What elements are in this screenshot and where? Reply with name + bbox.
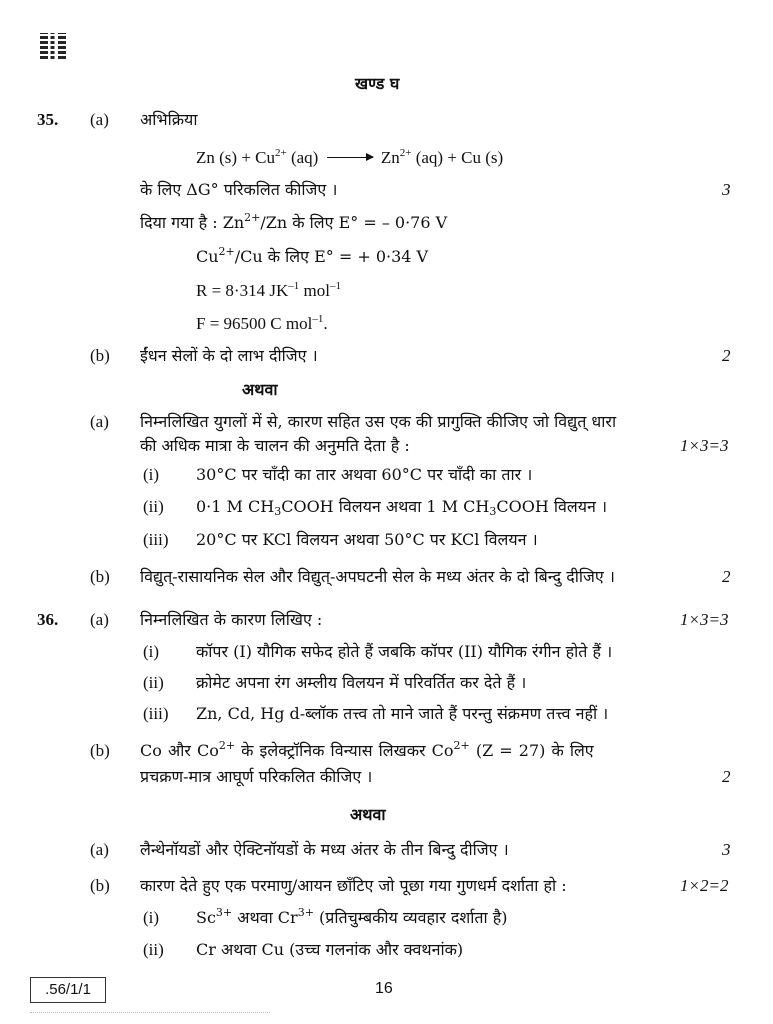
reaction-lhs-sup: 2+ — [275, 147, 287, 159]
q35-calc-line: के लिए ΔG° परिकलित कीजिए । — [140, 180, 338, 199]
alt-item-text — [196, 908, 507, 928]
alt-item-2-pre: 0·1 M CH — [196, 497, 275, 516]
q36-alt-b-text: कारण देते हुए एक परमाणु/आयन छाँटिए जो पूछा गया गुणधर्म दर्शाता हो : — [140, 876, 567, 895]
item-text: कॉपर (I) यौगिक सफेद होते हैं जबकि कॉपर (II) यौगिक रंगीन होते हैं । — [196, 642, 613, 661]
alt-item-2-post: COOH विलयन । — [496, 497, 608, 516]
given-1-pre: दिया गया है : Zn — [140, 213, 245, 232]
q35-alt-a-line1: निम्नलिखित युगलों में से, कारण सहित उस एक की प्रागुक्ति कीजिए जो विद्युत् धारा — [140, 412, 617, 431]
q36-alt-b-marks: 1×2=2 — [680, 876, 729, 895]
item-text: Zn, Cd, Hg d-ब्लॉक तत्त्व तो माने जाते हैं परन्तु संक्रमण तत्त्व नहीं । — [196, 704, 609, 723]
q36-alt-item-1-post: (प्रतिचुम्बकीय व्यवहार दर्शाता है) — [313, 908, 508, 927]
q35-alt-a-line2: की अधिक मात्रा के चालन की अनुमति देता है : — [140, 436, 410, 455]
alt-item-label: (i) — [143, 465, 160, 484]
q35-alt-a-label: (a) — [90, 412, 109, 431]
q35-a-title: अभिक्रिया — [140, 110, 198, 129]
q36-b-line1-c: (Z = 27) के लिए — [469, 741, 594, 760]
reaction-rhs: Zn — [380, 148, 400, 167]
alt-item-2-sub1: 3 — [274, 505, 282, 518]
given-2-pre: Cu — [196, 247, 219, 266]
footer-divider — [30, 1012, 270, 1013]
qr-code-icon — [40, 33, 66, 59]
question-number-36: 36. — [37, 610, 59, 629]
alt-item-label: (iii) — [143, 530, 169, 549]
q36-alt-item-1-sup2: 3+ — [297, 906, 314, 919]
alt-item-text: 20°C पर KCl विलयन अथवा 50°C पर KCl विलयन । — [196, 530, 538, 549]
given-1-post: /Zn के लिए E° = – 0·76 V — [260, 213, 448, 232]
q36-b-line1-sup2: 2+ — [453, 739, 470, 752]
given-2-post: /Cu के लिए E° = + 0·34 V — [234, 247, 429, 266]
q35-b-text: ईंधन सेलों के दो लाभ दीजिए । — [140, 346, 318, 365]
or-divider-1: अथवा — [242, 380, 278, 399]
q36-b-line1-b: के इलेक्ट्रॉनिक विन्यास लिखकर Co — [235, 741, 454, 760]
given-3-sup1: –1 — [288, 280, 300, 292]
q35-b-marks: 2 — [722, 346, 731, 365]
q35-calc-marks: 3 — [722, 180, 731, 199]
given-4-post: . — [323, 314, 328, 333]
given-1-sup: 2+ — [244, 211, 261, 224]
given-2-sup: 2+ — [218, 245, 235, 258]
alt-item-2-mid: COOH विलयन अथवा 1 M CH — [281, 497, 490, 516]
q35-alt-b-text: विद्युत्-रासायनिक सेल और विद्युत्-अपघटनी सेल के मध्य अंतर के दो बिन्दु दीजिए । — [140, 567, 615, 586]
given-3-sup2: –1 — [329, 280, 341, 292]
alt-item-label: (ii) — [143, 940, 164, 959]
reaction-equation — [196, 148, 503, 168]
q35-a-label: (a) — [90, 110, 109, 129]
q36-alt-b-label: (b) — [90, 876, 110, 895]
q35-alt-b-marks: 2 — [722, 567, 731, 586]
given-line-1 — [140, 213, 447, 233]
q35-alt-a-marks: 1×3=3 — [680, 436, 729, 455]
question-number-35: 35. — [37, 110, 59, 129]
alt-item-2-sub2: 3 — [489, 505, 497, 518]
q36-alt-item-1-pre: Sc — [196, 908, 216, 927]
given-3-pre: R = 8·314 JK — [196, 281, 289, 300]
item-label: (ii) — [143, 673, 164, 692]
q36-b-line1-sup1: 2+ — [218, 739, 236, 752]
given-line-2 — [196, 247, 428, 267]
item-label: (iii) — [143, 704, 169, 723]
q36-b-marks: 2 — [722, 767, 731, 786]
q36-b-line1-a: Co और Co — [140, 741, 219, 760]
page-number: 16 — [375, 980, 393, 997]
given-4-sup: –1 — [312, 313, 324, 325]
q36-alt-a-text: लैन्थेनॉयडों और ऐक्टिनॉयडों के मध्य अंतर के तीन बिन्दु दीजिए । — [140, 840, 509, 859]
reaction-rhs-end: (aq) + Cu (s) — [411, 148, 504, 167]
reaction-lhs-end: (aq) — [286, 148, 319, 167]
q36-a-title: निम्नलिखित के कारण लिखिए : — [140, 610, 323, 629]
item-text: क्रोमेट अपना रंग अम्लीय विलयन में परिवर्तित कर देते हैं । — [196, 673, 527, 692]
given-line-4 — [196, 314, 328, 334]
alt-item-label: (ii) — [143, 497, 164, 516]
alt-item-label: (i) — [143, 908, 160, 927]
section-title: खण्ड घ — [355, 74, 400, 93]
given-3-mid: mol — [299, 281, 330, 300]
reaction-arrow-icon — [327, 157, 373, 158]
q36-alt-a-label: (a) — [90, 840, 109, 859]
q36-b-line1 — [140, 741, 594, 761]
q36-b-label: (b) — [90, 741, 110, 760]
item-label: (i) — [143, 642, 160, 661]
q36-a-label: (a) — [90, 610, 109, 629]
q36-alt-a-marks: 3 — [722, 840, 731, 859]
q35-b-label: (b) — [90, 346, 110, 365]
paper-code: .56/1/1 — [30, 977, 106, 1003]
alt-item-text: 30°C पर चाँदी का तार अथवा 60°C पर चाँदी का तार । — [196, 465, 533, 484]
q36-alt-item-1-mid: अथवा Cr — [232, 908, 298, 927]
or-divider-2: अथवा — [350, 805, 386, 824]
q36-a-marks: 1×3=3 — [680, 610, 729, 629]
q36-b-line2: प्रचक्रण-मात्र आघूर्ण परिकलित कीजिए । — [140, 767, 373, 786]
q36-alt-item-1-sup1: 3+ — [215, 906, 233, 919]
reaction-lhs: Zn (s) + Cu — [196, 148, 275, 167]
reaction-rhs-sup: 2+ — [399, 147, 412, 159]
given-line-3 — [196, 281, 341, 301]
alt-item-text — [196, 497, 607, 517]
given-4-pre: F = 96500 C mol — [196, 314, 313, 333]
q35-alt-b-label: (b) — [90, 567, 110, 586]
alt-item-text: Cr अथवा Cu (उच्च गलनांक और क्वथनांक) — [196, 940, 464, 959]
